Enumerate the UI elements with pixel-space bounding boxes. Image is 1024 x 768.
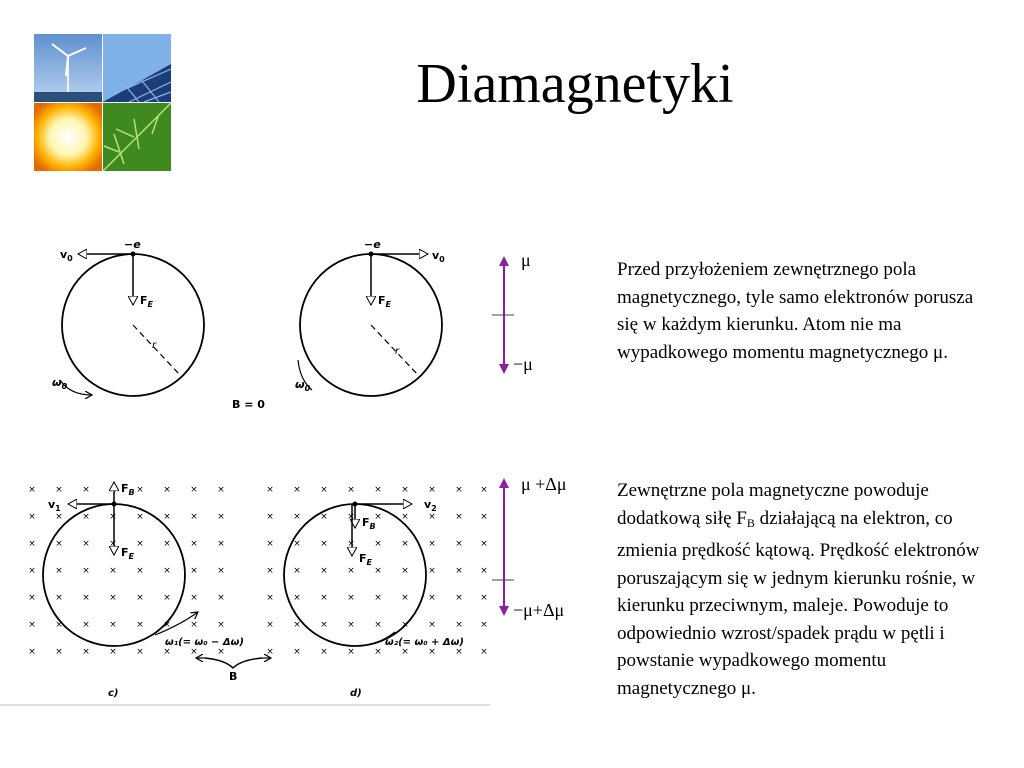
omega0-label: ω	[52, 376, 62, 389]
svg-text:FE: $F_E$	[121, 546, 134, 561]
field-cross-mark: ×	[428, 566, 436, 576]
field-cross-mark: ×	[374, 620, 382, 630]
svg-text:FE: $F_E$	[140, 294, 153, 309]
field-cross-mark: ×	[428, 485, 436, 495]
field-cross-mark: ×	[428, 620, 436, 630]
svg-text:−e: −e	[364, 238, 381, 251]
field-cross-mark: ×	[217, 566, 225, 576]
mu-bottom2-label: −μ+Δμ	[513, 600, 565, 620]
field-cross-mark: ×	[374, 512, 382, 522]
field-cross-mark: ×	[428, 512, 436, 522]
field-cross-mark: ×	[82, 620, 90, 630]
svg-text:v2: $v_2$	[424, 498, 437, 513]
field-cross-mark: ×	[293, 485, 301, 495]
field-cross-mark: ×	[374, 647, 382, 657]
field-cross-mark: ×	[136, 512, 144, 522]
svg-text:r: r	[395, 346, 400, 357]
field-cross-mark: ×	[190, 539, 198, 549]
field-cross-mark: ×	[82, 566, 90, 576]
field-cross-mark: ×	[28, 620, 36, 630]
field-cross-mark: ×	[428, 647, 436, 657]
field-cross-mark: ×	[55, 539, 63, 549]
field-cross-mark: ×	[109, 593, 117, 603]
field-cross-mark: ×	[480, 512, 488, 522]
field-cross-mark: ×	[293, 647, 301, 657]
field-cross-mark: ×	[136, 485, 144, 495]
field-cross-mark: ×	[136, 539, 144, 549]
field-cross-mark: ×	[55, 593, 63, 603]
field-cross-mark: ×	[55, 512, 63, 522]
svg-text:ω0: $\omega_0$	[52, 376, 68, 391]
field-cross-mark: ×	[217, 539, 225, 549]
field-cross-mark: ×	[109, 485, 117, 495]
omega1-label: ω₁(= ω₀ − Δω)	[165, 637, 244, 648]
field-cross-mark: ×	[190, 647, 198, 657]
field-cross-mark: ×	[28, 566, 36, 576]
svg-text:ω0: $\omega_0$	[295, 378, 311, 393]
field-cross-mark: ×	[190, 485, 198, 495]
svg-text:FE: $F_E$	[378, 294, 391, 309]
field-cross-mark: ×	[163, 647, 171, 657]
field-cross-mark: ×	[374, 539, 382, 549]
field-cross-mark: ×	[163, 566, 171, 576]
b-field-brace	[196, 658, 271, 683]
slide-title: Diamagnetyki	[416, 53, 734, 115]
omega2-label: ω₂(= ω₀ + Δω)	[385, 637, 464, 648]
field-cross-mark: ×	[401, 620, 409, 630]
field-cross-mark: ×	[347, 647, 355, 657]
v0-label: v	[60, 248, 68, 261]
mu-top2-label: μ +Δμ	[521, 474, 567, 494]
field-cross-mark: ×	[190, 620, 198, 630]
field-cross-mark: ×	[217, 593, 225, 603]
field-cross-mark: ×	[217, 485, 225, 495]
field-cross-mark: ×	[55, 566, 63, 576]
field-cross-mark: ×	[266, 647, 274, 657]
field-cross-mark: ×	[163, 539, 171, 549]
field-cross-mark: ×	[401, 647, 409, 657]
field-cross-mark: ×	[109, 647, 117, 657]
radius-label: r	[152, 340, 157, 351]
field-cross-mark: ×	[320, 566, 328, 576]
field-cross-mark: ×	[109, 620, 117, 630]
diamagnetism-figure	[0, 230, 600, 720]
field-cross-mark: ×	[320, 512, 328, 522]
v2-label: v	[424, 498, 432, 511]
field-cross-mark: ×	[266, 566, 274, 576]
svg-text:FE: $F_E$	[359, 552, 372, 567]
field-cross-mark: ×	[55, 647, 63, 657]
field-cross-mark: ×	[136, 620, 144, 630]
field-cross-mark: ×	[28, 539, 36, 549]
field-cross-mark: ×	[374, 566, 382, 576]
svg-text:v1: $v_1$	[48, 498, 61, 513]
field-cross-mark: ×	[163, 593, 171, 603]
field-cross-mark: ×	[82, 647, 90, 657]
field-cross-mark: ×	[347, 512, 355, 522]
field-cross-mark: ×	[163, 512, 171, 522]
field-cross-mark: ×	[455, 620, 463, 630]
field-cross-mark: ×	[190, 512, 198, 522]
field-cross-mark: ×	[374, 593, 382, 603]
orbit-diagram-a	[52, 238, 204, 396]
field-cross-mark: ×	[401, 485, 409, 495]
b-label: B	[229, 670, 238, 683]
b-zero-label: B = 0	[232, 398, 265, 411]
field-cross-mark: ×	[109, 566, 117, 576]
paragraph-before-field: Przed przyłożeniem zewnętrznego pola magnetycznego, tyle samo elektronów porusza się w każdym kierunku. Atom nie ma wypadkowego momentu magnetycznego μ.	[617, 259, 974, 363]
label-d: d)	[350, 688, 362, 699]
magnetic-moment-arrow-top	[492, 250, 533, 374]
field-cross-mark: ×	[109, 539, 117, 549]
field-cross-mark: ×	[293, 512, 301, 522]
field-cross-mark: ×	[82, 593, 90, 603]
field-cross-mark: ×	[293, 593, 301, 603]
field-cross-mark: ×	[190, 593, 198, 603]
field-cross-mark: ×	[347, 485, 355, 495]
field-cross-mark: ×	[480, 485, 488, 495]
field-cross-mark: ×	[480, 539, 488, 549]
field-cross-mark: ×	[455, 539, 463, 549]
field-cross-mark: ×	[455, 647, 463, 657]
v1-label: v	[48, 498, 56, 511]
field-cross-mark: ×	[347, 620, 355, 630]
field-cross-mark: ×	[82, 512, 90, 522]
field-cross-mark: ×	[266, 485, 274, 495]
svg-text:FB: $F_B$	[362, 516, 376, 531]
field-cross-mark: ×	[163, 620, 171, 630]
field-cross-mark: ×	[217, 620, 225, 630]
field-cross-mark: ×	[374, 485, 382, 495]
field-cross-mark: ×	[480, 647, 488, 657]
field-cross-mark: ×	[480, 620, 488, 630]
renewable-energy-logo-icon	[34, 34, 171, 171]
field-cross-mark: ×	[293, 620, 301, 630]
label-c: c)	[108, 688, 119, 699]
field-cross-mark: ×	[266, 620, 274, 630]
field-cross-mark: ×	[320, 620, 328, 630]
field-cross-mark: ×	[217, 647, 225, 657]
field-cross-mark: ×	[401, 593, 409, 603]
field-cross-mark: ×	[401, 566, 409, 576]
field-cross-mark: ×	[320, 647, 328, 657]
field-cross-mark: ×	[293, 566, 301, 576]
mu-bottom-label: −μ	[513, 354, 533, 374]
field-cross-mark: ×	[266, 512, 274, 522]
field-cross-mark: ×	[320, 539, 328, 549]
field-cross-mark: ×	[480, 593, 488, 603]
field-cross-mark: ×	[266, 593, 274, 603]
field-cross-mark: ×	[480, 566, 488, 576]
field-cross-mark: ×	[109, 512, 117, 522]
fe-label: F	[140, 294, 148, 307]
field-cross-mark: ×	[82, 539, 90, 549]
field-cross-mark: ×	[163, 485, 171, 495]
field-cross-mark: ×	[320, 593, 328, 603]
field-cross-mark: ×	[401, 512, 409, 522]
field-cross-mark: ×	[82, 485, 90, 495]
field-cross-mark: ×	[455, 566, 463, 576]
field-cross-mark: ×	[455, 512, 463, 522]
fb-label: F	[121, 482, 129, 495]
field-cross-mark: ×	[320, 485, 328, 495]
field-cross-mark: ×	[28, 512, 36, 522]
field-cross-mark: ×	[428, 539, 436, 549]
field-cross-mark: ×	[136, 593, 144, 603]
svg-text:v0: $v_0$	[432, 249, 445, 264]
field-cross-mark: ×	[401, 539, 409, 549]
paragraph-with-field: Zewnętrzne pola magnetyczne powoduje dodatkową siłę $F_B$ działającą na elektron, co zmienia prędkość kątową. Prędkość elektronów poruszającym się w jednym kierunku rośnie, w kierunku przeciwnym, maleje. Powoduje to odpowiednio wzrost/spadek prądu w pętli i powstanie wypadkowego momentu magnetycznego μ.	[617, 480, 980, 699]
field-cross-mark: ×	[190, 566, 198, 576]
field-cross-mark: ×	[28, 485, 36, 495]
electron-label: −e	[124, 238, 141, 251]
field-cross-mark: ×	[136, 566, 144, 576]
field-cross-mark: ×	[455, 593, 463, 603]
field-cross-mark: ×	[455, 485, 463, 495]
field-cross-mark: ×	[28, 647, 36, 657]
field-cross-mark: ×	[347, 539, 355, 549]
field-cross-mark: ×	[428, 593, 436, 603]
magnetic-moment-arrow-bottom	[492, 474, 567, 620]
field-cross-mark: ×	[347, 566, 355, 576]
orbit-diagram-b	[295, 238, 445, 396]
svg-text:v0: $v_0$	[60, 248, 73, 263]
svg-text:FB: $F_B$	[121, 482, 135, 497]
field-cross-mark: ×	[136, 647, 144, 657]
field-cross-mark: ×	[28, 593, 36, 603]
field-cross-mark: ×	[55, 485, 63, 495]
mu-top-label: μ	[521, 250, 531, 270]
field-cross-mark: ×	[55, 620, 63, 630]
field-cross-mark: ×	[266, 539, 274, 549]
field-cross-mark: ×	[217, 512, 225, 522]
magnetic-field-crosses	[28, 485, 488, 657]
field-cross-mark: ×	[293, 539, 301, 549]
field-cross-mark: ×	[347, 593, 355, 603]
